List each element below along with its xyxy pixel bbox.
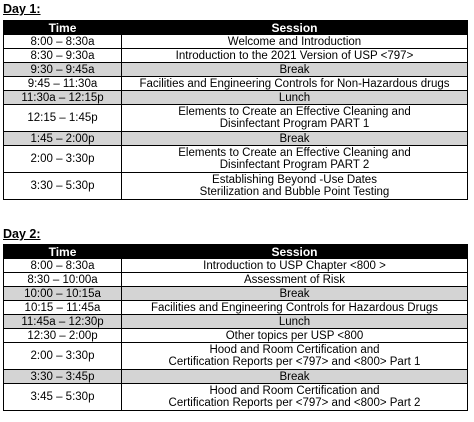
session-text: Break: [279, 370, 310, 383]
time-cell: 12:30 – 2:00p: [4, 329, 122, 343]
session-text: Break: [279, 63, 310, 76]
session-text: Disinfectant Program PART 1: [219, 118, 370, 130]
session-column-header: Session: [122, 21, 468, 35]
session-cell: [122, 49, 468, 63]
time-cell: 9:30 – 9:45a: [4, 63, 122, 77]
session-text: Certification Reports per <797> and <800> Part 2: [168, 397, 421, 409]
session-text: Disinfectant Program PART 2: [219, 159, 370, 171]
table-row: [4, 35, 468, 49]
break-row: [4, 287, 468, 301]
time-column-header: Time: [4, 21, 122, 35]
table-row: [4, 77, 468, 91]
time-cell: 9:45 – 11:30a: [4, 77, 122, 91]
table-row: [4, 259, 468, 273]
session-cell: [122, 259, 468, 273]
table-row: [4, 384, 468, 411]
time-cell: 11:30a – 12:15p: [4, 91, 122, 105]
day-2-schedule-table: [3, 244, 468, 411]
session-text: Facilities and Engineering Controls for Hazardous Drugs: [150, 301, 438, 314]
table-row: [4, 273, 468, 287]
time-cell: 8:30 – 9:30a: [4, 49, 122, 63]
session-cell: [122, 384, 468, 411]
session-text: Assessment of Risk: [244, 273, 345, 286]
time-cell: 8:30 – 10:00a: [4, 273, 122, 287]
time-cell: 12:15 – 1:45p: [4, 105, 122, 132]
time-cell: 10:15 – 11:45a: [4, 301, 122, 315]
day-1-schedule-table: [3, 20, 468, 200]
day-1-title: Day 1:: [3, 2, 41, 16]
session-text: Establishing Beyond -Use Dates: [212, 174, 377, 186]
break-row: [4, 63, 468, 77]
session-text: Sterilization and Bubble Point Testing: [199, 186, 390, 198]
session-text: Welcome and Introduction: [227, 35, 362, 48]
time-cell: 8:00 – 8:30a: [4, 259, 122, 273]
time-cell: 3:30 – 3:45p: [4, 370, 122, 384]
table-row: [4, 173, 468, 200]
session-cell: [122, 132, 468, 146]
session-cell: [122, 301, 468, 315]
break-row: [4, 132, 468, 146]
table-header-row: [4, 21, 468, 35]
table-row: [4, 146, 468, 173]
session-cell: [122, 273, 468, 287]
session-cell: [122, 287, 468, 301]
table-header-row: [4, 245, 468, 259]
session-text: Certification Reports per <797> and <800> Part 1: [168, 356, 421, 368]
session-cell: [122, 77, 468, 91]
session-text: Elements to Create an Effective Cleaning and: [178, 106, 411, 118]
day-2-title: Day 2:: [3, 227, 41, 241]
session-text: Hood and Room Certification and: [209, 344, 380, 356]
session-cell: [122, 105, 468, 132]
table-row: [4, 105, 468, 132]
session-text: Introduction to USP Chapter <800 >: [203, 259, 386, 272]
break-row: [4, 91, 468, 105]
session-text: Break: [279, 287, 310, 300]
session-cell: [122, 35, 468, 49]
table-row: [4, 329, 468, 343]
session-text: Break: [279, 132, 310, 145]
time-cell: 3:30 – 5:30p: [4, 173, 122, 200]
time-cell: 11:45a – 12:30p: [4, 315, 122, 329]
session-text: Hood and Room Certification and: [209, 385, 380, 397]
table-row: [4, 49, 468, 63]
time-column-header: Time: [4, 245, 122, 259]
session-cell: [122, 91, 468, 105]
time-cell: 3:45 – 5:30p: [4, 384, 122, 411]
session-cell: [122, 329, 468, 343]
session-cell: [122, 370, 468, 384]
session-text: Facilities and Engineering Controls for Non-Hazardous drugs: [139, 77, 450, 90]
session-text: Lunch: [278, 91, 311, 104]
break-row: [4, 315, 468, 329]
session-cell: [122, 173, 468, 200]
session-cell: [122, 63, 468, 77]
time-cell: 2:00 – 3:30p: [4, 146, 122, 173]
session-column-header: Session: [122, 245, 468, 259]
session-cell: [122, 343, 468, 370]
break-row: [4, 370, 468, 384]
time-cell: 8:00 – 8:30a: [4, 35, 122, 49]
time-cell: 2:00 – 3:30p: [4, 343, 122, 370]
session-text: Introduction to the 2021 Version of USP <797>: [175, 49, 414, 62]
session-cell: [122, 315, 468, 329]
time-cell: 10:00 – 10:15a: [4, 287, 122, 301]
session-text: Other topics per USP <800: [225, 329, 364, 342]
time-cell: 1:45 – 2:00p: [4, 132, 122, 146]
session-cell: [122, 146, 468, 173]
table-row: [4, 301, 468, 315]
session-text: Elements to Create an Effective Cleaning and: [178, 147, 411, 159]
session-text: Lunch: [278, 315, 311, 328]
table-row: [4, 343, 468, 370]
